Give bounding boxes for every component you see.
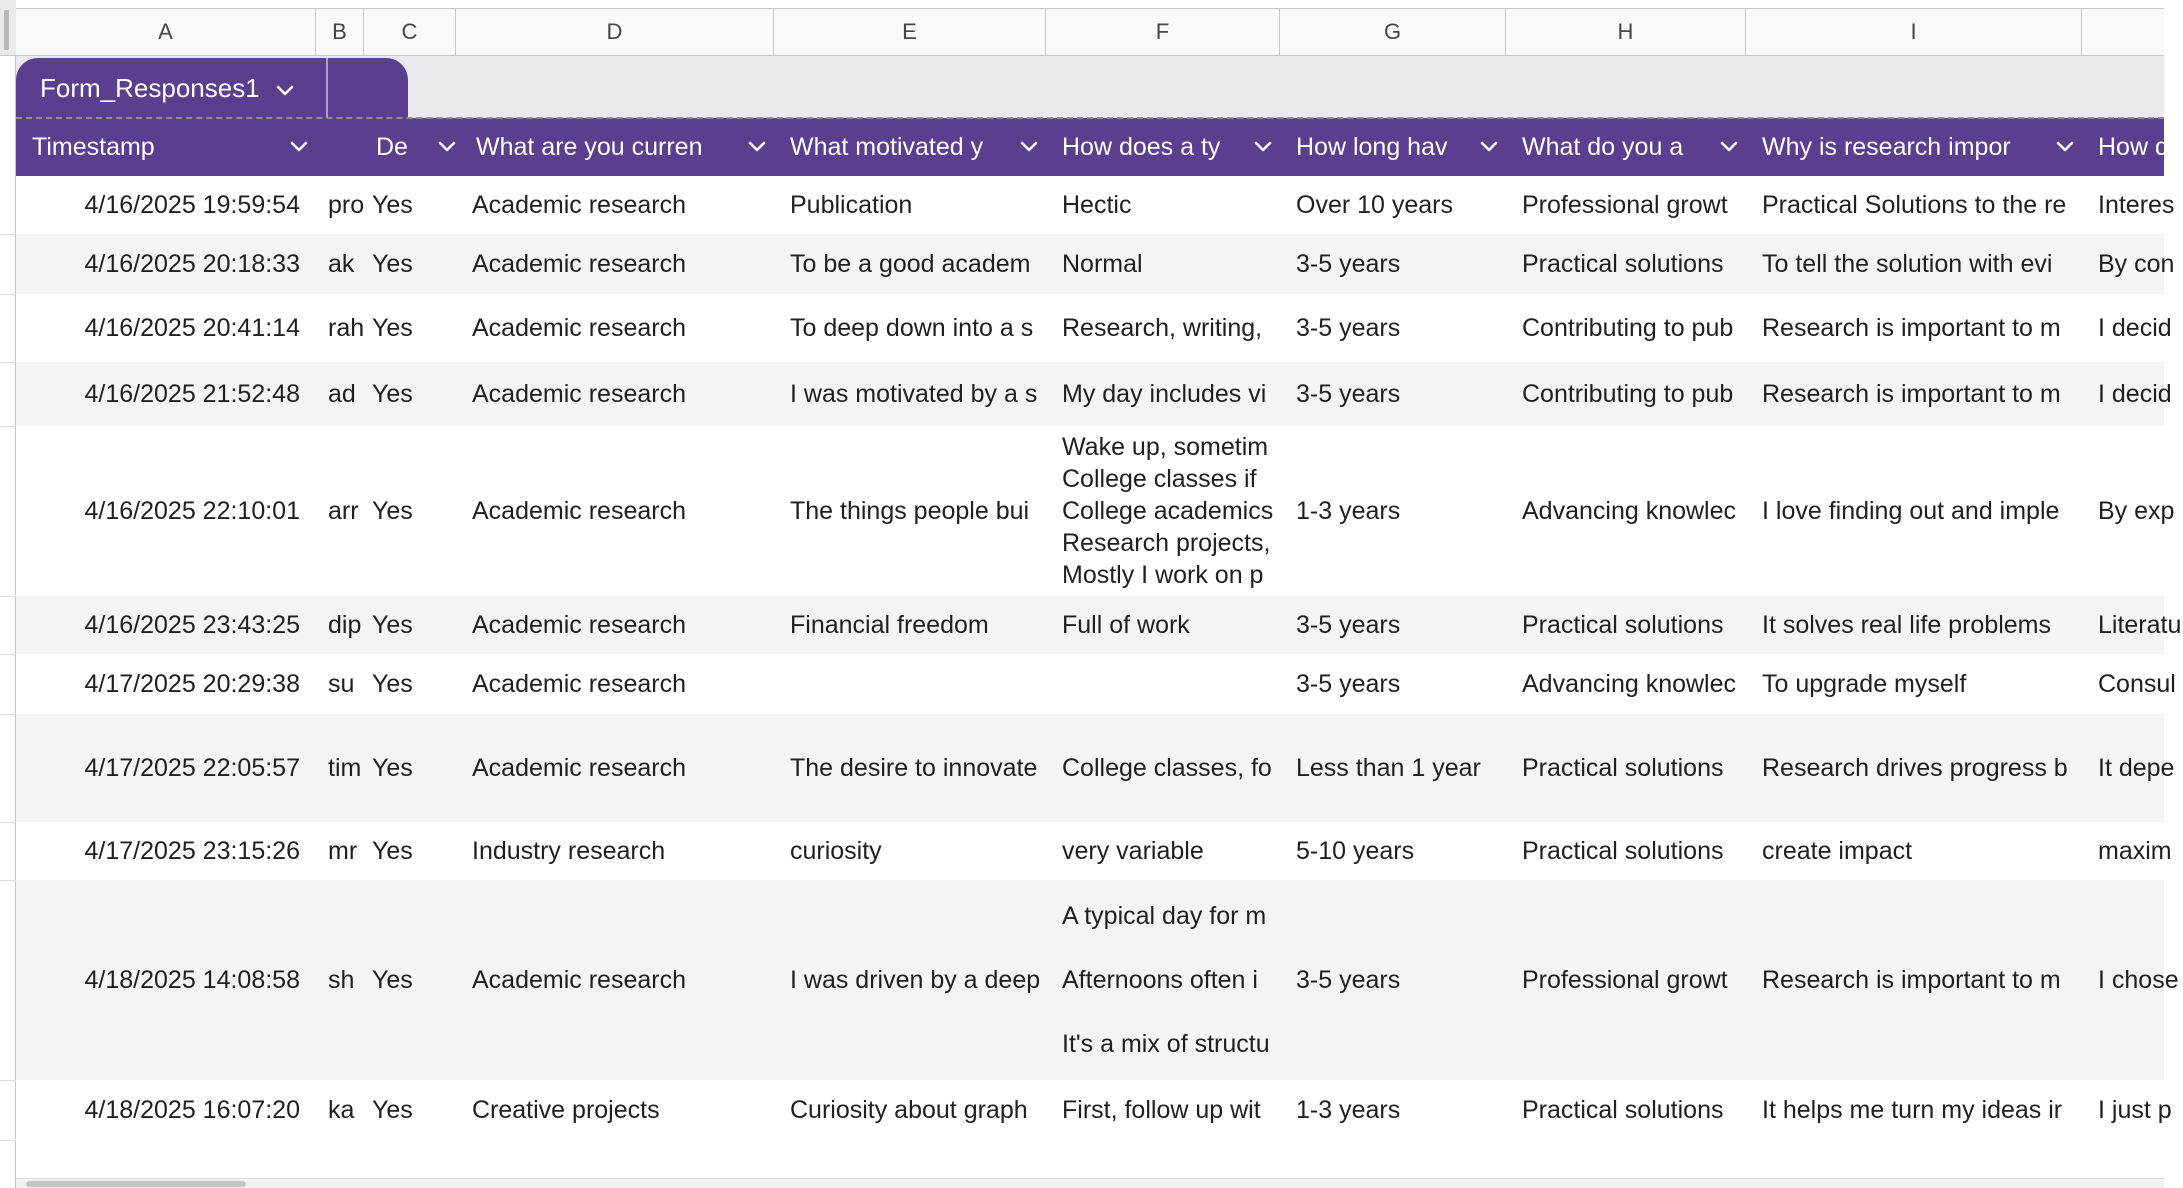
text-cell-f[interactable]: First, follow up wit [1062, 1095, 1261, 1124]
text-cell-g[interactable]: 3-5 years [1296, 379, 1401, 408]
column-header-5[interactable] [1280, 118, 1506, 176]
text-cell-g[interactable]: Over 10 years [1296, 190, 1454, 219]
cell-line: College classes if [1062, 465, 1257, 493]
chevron-down-icon [276, 73, 294, 104]
column-letter-j[interactable] [2082, 9, 2164, 55]
text-cell-c[interactable]: Yes [372, 1095, 413, 1124]
text-cell-d[interactable]: Academic research [472, 190, 686, 219]
text-cell-j[interactable]: I chose [2098, 965, 2179, 994]
text-cell-e[interactable]: I was driven by a deep [790, 965, 1041, 994]
column-letter-a[interactable]: A [16, 9, 316, 55]
chevron-down-icon[interactable] [1720, 141, 1738, 153]
column-header-label: How long hav [1296, 132, 1448, 161]
text-cell-b[interactable]: mr [328, 836, 358, 865]
column-letter-h[interactable]: H [1506, 9, 1746, 55]
text-cell-h[interactable]: Professional growt [1522, 965, 1728, 994]
column-header-7[interactable] [1746, 118, 2082, 176]
text-cell-f[interactable]: Full of work [1062, 610, 1190, 639]
select-all-corner[interactable] [0, 0, 16, 56]
text-cell-e[interactable]: The things people bui [790, 496, 1030, 525]
text-cell-h[interactable]: Professional growt [1522, 190, 1728, 219]
chevron-down-icon[interactable] [1254, 141, 1272, 153]
text-cell-d[interactable]: Academic research [472, 249, 686, 278]
text-cell-g[interactable]: 3-5 years [1296, 313, 1401, 342]
column-header-2[interactable] [460, 118, 774, 176]
text-cell-b[interactable]: su [328, 669, 355, 698]
table-row[interactable] [16, 654, 2176, 714]
text-cell-c[interactable]: Yes [372, 313, 413, 342]
column-header-label: What do you a [1522, 132, 1684, 161]
text-cell-e[interactable]: To be a good academ [790, 249, 1031, 278]
text-cell-c[interactable]: Yes [372, 965, 413, 994]
column-header-0[interactable] [16, 118, 316, 176]
text-cell-i[interactable]: Research drives progress b [1762, 753, 2068, 782]
column-letter-i[interactable]: I [1746, 9, 2082, 55]
gutter-row-line [0, 294, 16, 295]
text-cell-h[interactable]: Advancing knowlec [1522, 496, 1737, 525]
text-cell-d[interactable]: Creative projects [472, 1095, 660, 1124]
text-cell-e[interactable] [774, 654, 1046, 714]
text-cell-e[interactable]: To deep down into a s [790, 313, 1034, 342]
text-cell-d[interactable]: Academic research [472, 313, 686, 342]
calculator-icon [351, 69, 385, 108]
text-cell-h[interactable]: Contributing to pub [1522, 313, 1734, 342]
table-row[interactable] [16, 714, 2175, 822]
text-cell-j[interactable]: I just p [2098, 1095, 2172, 1124]
gutter-row-line [0, 880, 16, 881]
timestamp-cell[interactable]: 4/18/2025 14:08:58 [84, 965, 300, 994]
text-cell-c[interactable]: Yes [372, 753, 413, 782]
text-cell-b[interactable]: ad [328, 379, 356, 408]
text-cell-f[interactable]: College classes, fo [1062, 753, 1272, 782]
text-cell-f[interactable] [1046, 426, 1280, 596]
chevron-down-icon[interactable] [1480, 141, 1498, 153]
table-row[interactable] [16, 294, 2172, 362]
text-cell-i[interactable]: To tell the solution with evi [1762, 249, 2053, 278]
column-letter-e[interactable]: E [774, 9, 1046, 55]
table-name-label: Form_Responses1 [40, 72, 260, 103]
text-cell-b[interactable]: ak [328, 249, 355, 278]
text-cell-d[interactable]: Academic research [472, 669, 686, 698]
text-cell-j[interactable]: By exp [2098, 496, 2175, 525]
text-cell-c[interactable]: Yes [372, 190, 413, 219]
text-cell-j[interactable]: I decid [2098, 379, 2172, 408]
cell-line: Afternoons often i [1062, 966, 1258, 994]
text-cell-h[interactable]: Practical solutions [1522, 1095, 1724, 1124]
chevron-down-icon[interactable] [748, 141, 766, 153]
timestamp-cell[interactable]: 4/16/2025 19:59:54 [84, 190, 300, 219]
text-cell-h[interactable]: Advancing knowlec [1522, 669, 1737, 698]
column-header-3[interactable] [774, 118, 1046, 176]
text-cell-g[interactable]: 1-3 years [1296, 496, 1401, 525]
text-cell-c[interactable]: Yes [372, 379, 413, 408]
text-cell-h[interactable]: Practical solutions [1522, 249, 1724, 278]
table-name-dropdown[interactable] [16, 58, 326, 118]
table-row[interactable] [16, 362, 2172, 426]
text-cell-c[interactable]: Yes [372, 249, 413, 278]
table-header-row [16, 118, 2183, 176]
text-cell-b[interactable]: pro [328, 190, 365, 219]
text-cell-f[interactable]: Normal [1062, 249, 1143, 278]
timestamp-cell[interactable]: 4/16/2025 22:10:01 [84, 496, 300, 525]
gutter-row-line [0, 654, 16, 655]
text-cell-d[interactable]: Academic research [472, 610, 686, 639]
text-cell-j[interactable]: Interes [2098, 190, 2175, 219]
text-cell-d[interactable]: Industry research [472, 836, 666, 865]
chevron-down-icon[interactable] [1020, 141, 1038, 153]
table-row[interactable] [16, 234, 2175, 294]
table-selection-border [16, 117, 2164, 119]
cell-line: Wake up, sometim [1062, 433, 1269, 461]
text-cell-h[interactable]: Practical solutions [1522, 610, 1724, 639]
timestamp-cell[interactable]: 4/18/2025 16:07:20 [84, 1095, 300, 1124]
text-cell-h[interactable]: Contributing to pub [1522, 379, 1734, 408]
chevron-down-icon[interactable] [2056, 141, 2074, 153]
text-cell-e[interactable]: curiosity [790, 836, 882, 865]
table-row[interactable] [16, 822, 2172, 880]
gutter-row-line [0, 234, 16, 235]
text-cell-i[interactable]: To upgrade myself [1762, 669, 1967, 698]
text-cell-e[interactable]: Financial freedom [790, 610, 989, 639]
table-stats-button[interactable] [328, 58, 408, 118]
text-cell-j[interactable]: By con [2098, 249, 2175, 278]
column-header-label: What are you curren [476, 132, 703, 161]
column-header-1[interactable] [376, 118, 464, 176]
table-tab-bar [16, 56, 2164, 118]
column-letter-g[interactable]: G [1280, 9, 1506, 55]
column-header-label: Timestamp [32, 132, 155, 161]
text-cell-g[interactable]: 3-5 years [1296, 669, 1401, 698]
column-letter-header [16, 8, 2164, 56]
column-letter-f[interactable]: F [1046, 9, 1280, 55]
column-header-label: Why is research impor [1762, 132, 2011, 161]
row-number-gutter [0, 0, 16, 1188]
table-row[interactable] [16, 1080, 2172, 1140]
text-cell-f[interactable]: Research, writing, [1062, 313, 1263, 342]
column-header-label: How does a ty [1062, 132, 1221, 161]
text-cell-e[interactable]: I was motivated by a s [790, 379, 1038, 408]
column-header-label: De [376, 132, 408, 161]
text-cell-f[interactable]: My day includes vi [1062, 379, 1267, 408]
timestamp-cell[interactable]: 4/16/2025 21:52:48 [84, 379, 300, 408]
column-letter-c[interactable]: C [364, 9, 456, 55]
text-cell-b[interactable]: arr [328, 496, 359, 525]
text-cell-d[interactable]: Academic research [472, 965, 686, 994]
text-cell-j[interactable]: It depe [2098, 753, 2175, 782]
text-cell-b[interactable]: ka [328, 1095, 355, 1124]
cell-line: A typical day for m [1062, 902, 1267, 930]
text-cell-f[interactable]: very variable [1062, 836, 1204, 865]
gutter-row-line [0, 714, 16, 715]
table-row[interactable] [16, 596, 2182, 654]
text-cell-b[interactable]: tim [328, 753, 362, 782]
table-row[interactable] [16, 176, 2175, 234]
text-cell-i[interactable]: Research is important to m [1762, 313, 2061, 342]
cell-line: It's a mix of structu [1062, 1030, 1270, 1058]
text-cell-e[interactable]: Publication [790, 190, 913, 219]
text-cell-d[interactable]: Academic research [472, 496, 686, 525]
text-cell-b[interactable]: dip [328, 610, 362, 639]
column-header-4[interactable] [1046, 118, 1280, 176]
text-cell-c[interactable]: Yes [372, 496, 413, 525]
text-cell-i[interactable]: create impact [1762, 836, 1913, 865]
text-cell-h[interactable]: Practical solutions [1522, 836, 1724, 865]
gutter-row-line [0, 1080, 16, 1081]
column-letter-d[interactable]: D [456, 9, 774, 55]
text-cell-i[interactable]: It helps me turn my ideas ir [1762, 1095, 2063, 1124]
scrollbar-thumb[interactable] [26, 1181, 246, 1187]
text-cell-g[interactable]: 3-5 years [1296, 965, 1401, 994]
gutter-row-line [0, 822, 16, 823]
text-cell-c[interactable]: Yes [372, 610, 413, 639]
gutter-row-line [0, 362, 16, 363]
text-cell-i[interactable]: I love finding out and imple [1762, 496, 2060, 525]
text-cell-i[interactable]: It solves real life problems [1762, 610, 2052, 639]
text-cell-g[interactable]: 1-3 years [1296, 1095, 1401, 1124]
text-cell-b[interactable]: rah [328, 313, 365, 342]
table-row[interactable] [16, 426, 2175, 596]
text-cell-e[interactable]: The desire to innovate [790, 753, 1038, 782]
text-cell-d[interactable]: Academic research [472, 753, 686, 782]
cell-line: Research projects, [1062, 529, 1271, 557]
text-cell-d[interactable]: Academic research [472, 379, 686, 408]
text-cell-g[interactable]: 5-10 years [1296, 836, 1415, 865]
column-header-label: What motivated y [790, 132, 984, 161]
text-cell-c[interactable]: Yes [372, 836, 413, 865]
timestamp-cell[interactable]: 4/17/2025 22:05:57 [84, 753, 300, 782]
text-cell-f[interactable] [1046, 880, 1280, 1080]
text-cell-i[interactable]: Research is important to m [1762, 379, 2061, 408]
timestamp-cell[interactable]: 4/16/2025 20:41:14 [84, 313, 300, 342]
column-letter-b[interactable]: B [316, 9, 364, 55]
chevron-down-icon[interactable] [438, 141, 456, 153]
text-cell-h[interactable]: Practical solutions [1522, 753, 1724, 782]
table-row[interactable] [16, 880, 2179, 1080]
column-header-6[interactable] [1506, 118, 1746, 176]
text-cell-i[interactable]: Practical Solutions to the re [1762, 190, 2067, 219]
text-cell-g[interactable]: Less than 1 year [1296, 753, 1481, 782]
text-cell-g[interactable]: 3-5 years [1296, 249, 1401, 278]
timestamp-cell[interactable]: 4/17/2025 20:29:38 [84, 669, 300, 698]
text-cell-b[interactable]: sh [328, 965, 355, 994]
text-cell-f[interactable]: Hectic [1062, 190, 1132, 219]
text-cell-g[interactable]: 3-5 years [1296, 610, 1401, 639]
column-header-8[interactable] [2082, 118, 2183, 176]
text-cell-j[interactable]: Consul [2098, 669, 2176, 698]
horizontal-scrollbar[interactable] [16, 1178, 2164, 1188]
cell-line: College academics [1062, 497, 1274, 525]
chevron-down-icon[interactable] [290, 141, 308, 153]
column-header-label: How de [2098, 132, 2183, 161]
text-cell-f[interactable] [1046, 654, 1280, 714]
text-cell-j[interactable]: maxim [2098, 836, 2172, 865]
text-cell-j[interactable]: Literatu [2098, 610, 2182, 639]
cell-line: Mostly I work on p [1062, 561, 1264, 589]
gutter-row-line [0, 596, 16, 597]
gutter-row-line [0, 1140, 16, 1141]
timestamp-cell[interactable]: 4/17/2025 23:15:26 [84, 836, 300, 865]
gutter-row-line [0, 426, 16, 427]
text-cell-c[interactable]: Yes [372, 669, 413, 698]
timestamp-cell[interactable]: 4/16/2025 20:18:33 [84, 249, 300, 278]
timestamp-cell[interactable]: 4/16/2025 23:43:25 [84, 610, 300, 639]
text-cell-i[interactable]: Research is important to m [1762, 965, 2061, 994]
text-cell-j[interactable]: I decid [2098, 313, 2172, 342]
text-cell-e[interactable]: Curiosity about graph [790, 1095, 1028, 1124]
